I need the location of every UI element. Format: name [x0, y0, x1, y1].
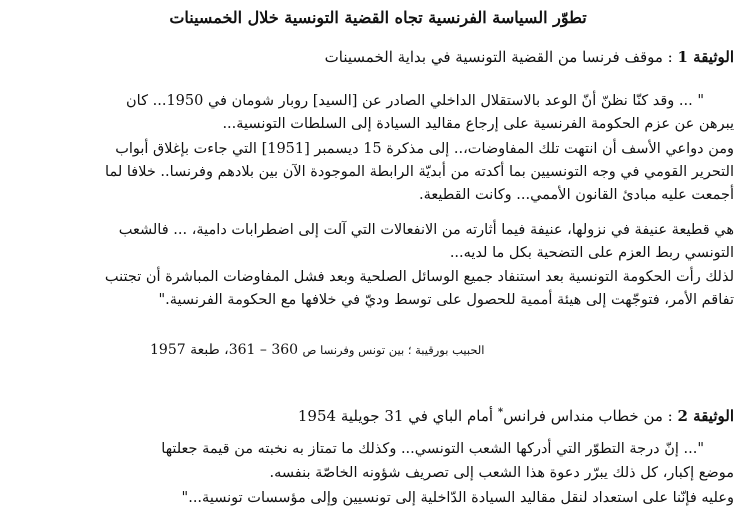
- document-1-source: [150, 340, 484, 360]
- document-1-line-4: التحرير القومي في وجه التونسيين بما أكدته من أبديّة الرابطة الموجودة الآن بين بلادهم وفرنسا.. خلافا لما: [105, 164, 734, 180]
- document-1-line-5: أجمعت عليه مبادئ القانون الأممي... وكانت القطيعة.: [419, 187, 734, 203]
- document-1-source-author: الحبيب بورقيبة ؛ بين تونس وفرنسا ص: [302, 343, 485, 357]
- document-1-line-9: تفاقم الأمر، فتوجّهت إلى هيئة أممية للحصول على توسط وديّ في خلافها مع الحكومة الفرنسية.": [158, 292, 734, 308]
- document-1-line-3: ومن دواعي الأسف أن انتهت تلك المفاوضات،.. إلى مذكرة 15 ديسمبر [1951] التي جاءت بإغلاق أبواب: [115, 141, 734, 157]
- document-2-line-1: "... إنّ درجة التطوّر التي أدركها الشعب التونسي... وكذلك ما تمتاز به نخبته من قيمة جعلتها: [161, 441, 704, 457]
- document-1-source-pages: 360 – 361، طبعة 1957: [150, 342, 299, 358]
- document-1-line-7: التونسي ربط العزم على التضحية بكل ما لديه...: [449, 245, 734, 261]
- document-2-label: الوثيقة 2: [677, 407, 734, 425]
- document-1-heading: [22, 46, 734, 68]
- document-1-heading-text: : موقف فرنسا من القضية التونسية في بداية الخمسينات: [324, 48, 678, 66]
- document-2-line-3: وعليه فإنّنا على استعداد لنقل مقاليد السيادة الدّاخلية إلى تونسيين وإلى مؤسسات تونسية...": [181, 490, 734, 506]
- document-1-line-6: هي قطيعة عنيفة في نزولها، عنيفة فيما أثارته من الانفعالات التي آلت إلى اضطرابات دامية، ... فالشعب: [118, 222, 734, 238]
- document-1-line-8: لذلك رأت الحكومة التونسية بعد استنفاد جميع الوسائل الصلحية وبعد فشل المفاوضات المباشرة أن تجتنب: [104, 269, 734, 285]
- document-2-heading: [22, 402, 734, 427]
- footnote-mark: *: [497, 407, 504, 418]
- document-1-line-1: " ... وقد كنّا نظنّ أنّ الوعد بالاستقلال الداخلي الصادر عن [السيد] روبار شومان في 1950... كان: [126, 93, 704, 109]
- document-2-heading-text: : من خطاب منداس فرانس: [503, 407, 678, 425]
- document-2-heading-tail: أمام الباي في 31 جويلية 1954: [297, 407, 498, 425]
- document-1-label: الوثيقة 1: [677, 48, 734, 66]
- document-1-line-2: يبرهن عن عزم الحكومة الفرنسية على إرجاع مقاليد السيادة إلى السلطات التونسية...: [222, 116, 734, 132]
- page-title: تطوّر السياسة الفرنسية تجاه القضية التونسية خلال الخمسينات: [169, 8, 587, 27]
- document-2-line-2: موضع إكبار، كل ذلك يبرّر دعوة هذا الشعب إلى تصريف شؤونه الخاصّة بنفسه.: [269, 465, 734, 481]
